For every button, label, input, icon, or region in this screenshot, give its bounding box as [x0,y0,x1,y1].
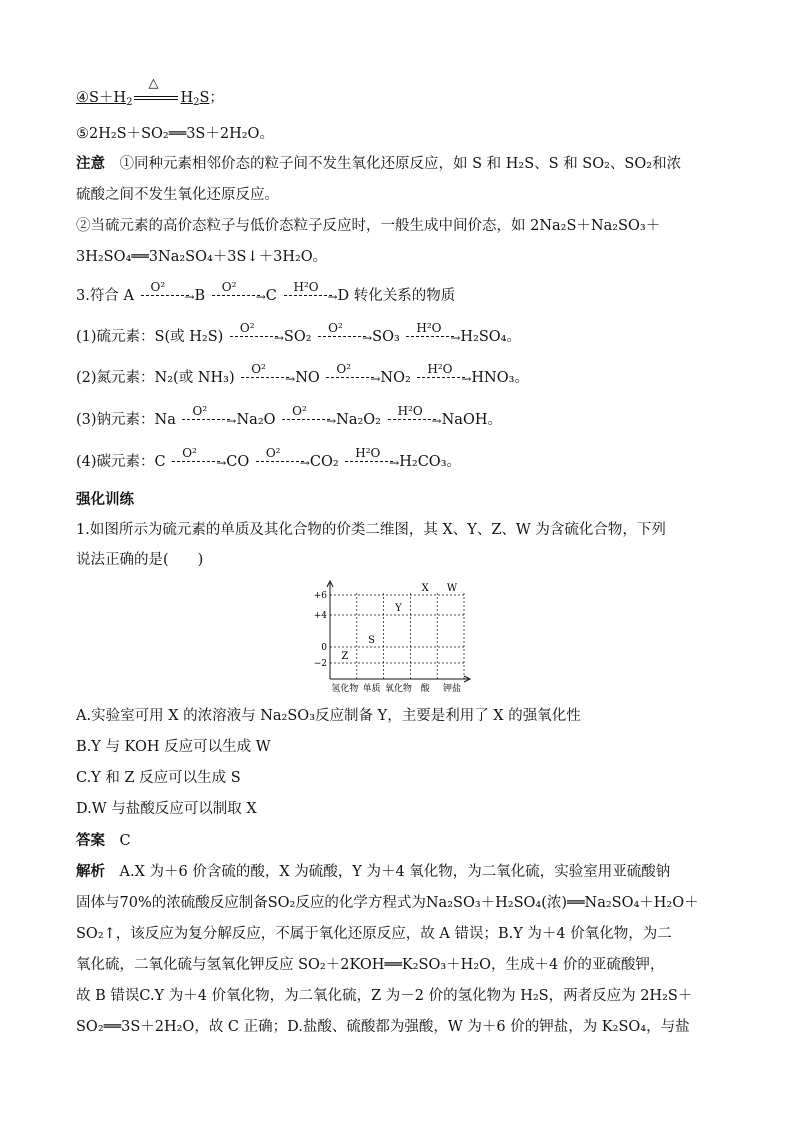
chart-ticks [314,591,328,669]
answer-line [76,831,734,851]
explanation-line-2: 固体与70%的浓硫酸反应制备SO₂反应的化学方程式为Na₂SO₃＋H₂SO₄(浓)══Na₂SO₄＋H₂O＋ [76,895,699,911]
section-title: 强化训练 [76,491,134,508]
note-line-1: 注意 ①同种元素相邻价态的粒子间不发生氧化还原反应，如 S 和 H₂S、S 和 SO₂、SO₂和浓 [76,155,682,172]
point-label-s: S [368,635,376,646]
option-d: D.W 与盐酸反应可以制取 X [76,801,257,817]
answer-label: 答案 [76,832,105,849]
valence-class-chart [304,579,504,699]
point-label-z: Z [341,651,349,662]
y-tick-label: +6 [313,591,327,601]
point-label-w: W [446,583,458,594]
question-line-2: 说法正确的是( ) [76,552,204,568]
x-category-label: 氢化物 [331,684,359,694]
x-category-label: 钾盐 [442,684,462,694]
y-tick-label: 0 [321,643,327,653]
answer-value: C [119,833,131,849]
y-tick-label: −2 [313,659,327,669]
option-c: C.Y 和 Z 反应可以生成 S [76,770,241,786]
explanation-label: 解析 [76,863,105,880]
chart-grid [327,581,470,682]
question-line-1: 1.如图所示为硫元素的单质及其化合物的价类二维图，其 X、Y、Z、W 为含硫化合物，下列 [76,522,666,538]
relation-line-sodium: (3)钠元素：Na O² → Na₂O O² → Na₂O₂ H²O → NaOH。 [76,404,502,428]
relation-line-nitrogen: (2)氮元素：N₂(或 NH₃) O² → NO O² → NO₂ H²O → HNO₃。 [76,362,529,386]
x-category-label: 酸 [420,684,430,694]
equation-line-4: $④S+H_2$ △ $H_2S$； [76,76,224,108]
note-label: 注意 [76,155,105,172]
explanation-line-1: 解析 A.X 为＋6 价含硫的酸，X 为硫酸，Y 为＋4 氧化物，为二氧化硫，实验室用亚硫酸钠 [76,863,671,880]
option-a: A.实验室可用 X 的浓溶液与 Na₂SO₃反应制备 Y，主要是利用了 X 的强氧化性 [76,708,581,724]
x-category-label: 单质 [362,684,381,694]
relation-line-sulfur: (1)硫元素：S(或 H₂S) O² → SO₂ O² → SO₃ H²O → H₂SO₄。 [76,321,521,345]
note-line-4: 3H₂SO₄══3Na₂SO₄＋3S↓＋3H₂O。 [76,249,328,265]
point-label-x: X [421,583,429,594]
explanation-line-6: SO₂══3S＋2H₂O，故 C 正确；D.盐酸、硫酸都为强酸，W 为＋6 价的钾盐，为 K₂SO₄，与盐 [76,1019,690,1035]
explanation-line-4: 氧化硫，二氧化硫与氢氧化钾反应 SO₂＋2KOH══K₂SO₃＋H₂O，生成＋4 价的亚硫酸钾， [76,957,665,973]
option-b: B.Y 与 KOH 反应可以生成 W [76,739,271,755]
relation-line-general: 3.符合 A O² → B O² → C H²O → D 转化关系的物质 [76,280,456,304]
explanation-line-5: 故 B 错误C.Y 为＋4 价氧化物，为二氧化硫，Z 为－2 价的氢化物为 H₂S，两者反应为 2H₂S＋ [76,988,693,1004]
note-line-3: ②当硫元素的高价态粒子与低价态粒子反应时，一般生成中间价态，如 2Na₂S＋Na₂SO₃＋ [76,218,661,234]
note-line-2: 硫酸之间不发生氧化还原反应。 [76,187,279,203]
explanation-line-3: SO₂↑，该反应为复分解反应，不属于氧化还原反应，故 A 错误；B.Y 为＋4 价氧化物，为二 [76,926,672,942]
relation-line-carbon: (4)碳元素：C O² → CO O² → CO₂ H²O → H₂CO₃。 [76,446,462,470]
chart-categories [331,682,461,694]
x-category-label: 氧化物 [384,684,412,694]
equation-line-5: ⑤2H₂S＋SO₂══3S＋2H₂O。 [76,126,274,142]
point-label-y: Y [395,603,402,614]
heat-symbol: △ [148,76,159,91]
y-tick-label: +4 [313,611,327,621]
